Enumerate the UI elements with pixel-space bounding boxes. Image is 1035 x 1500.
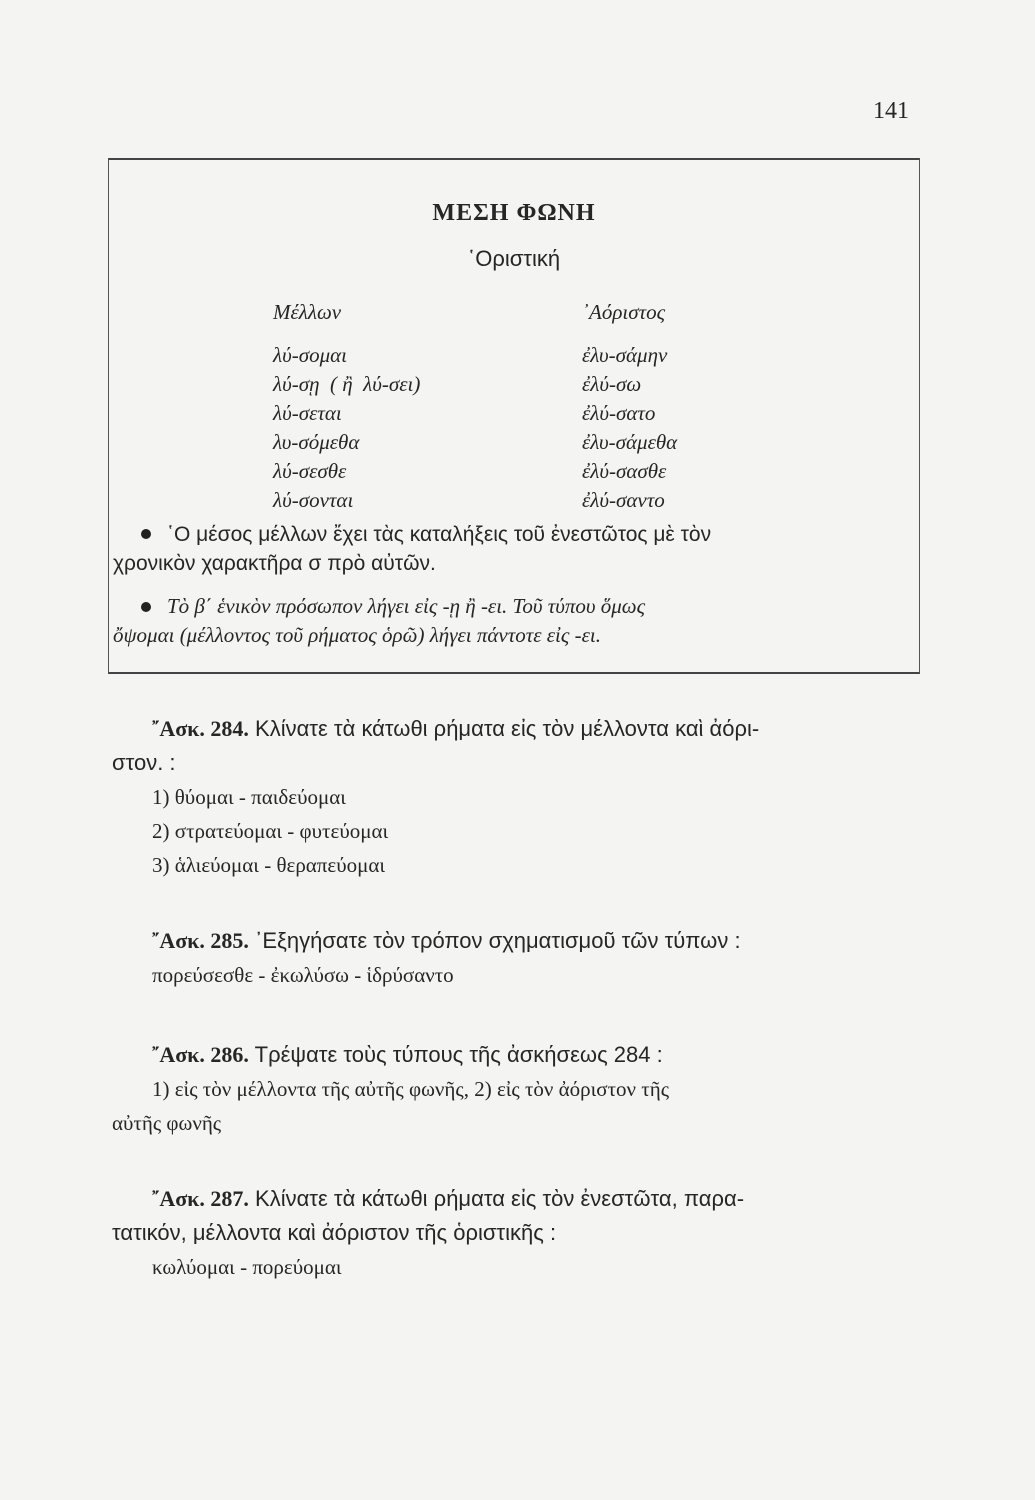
- exercise-text: Κλίνατε τὰ κάτωθι ρήματα εἰς τὸν ἐνεστῶτα, παρα-: [255, 1186, 745, 1211]
- exercise-label: ῎Ασκ. 286.: [152, 1042, 249, 1067]
- future-column: [273, 298, 420, 515]
- future-row: λύ-σομαι: [273, 343, 347, 367]
- aorist-column: [582, 298, 677, 515]
- exercise-287: [112, 1182, 922, 1284]
- exercise-label: ῎Ασκ. 287.: [152, 1186, 249, 1211]
- note2-line2: ὄψομαι (μέλλοντος τοῦ ρήματος ὁρῶ) λήγει πάντοτε εἰς -ει.: [113, 623, 602, 647]
- aorist-row: ἐλυ-σάμεθα: [582, 430, 678, 454]
- exercise-285: [112, 924, 922, 992]
- exercise-label: ῎Ασκ. 284.: [152, 716, 249, 741]
- aorist-row: ἐλυ-σάμην: [582, 343, 668, 367]
- box-subtitle: ῾Οριστική: [467, 246, 561, 271]
- aorist-row: ἐλύ-σαντο: [582, 488, 665, 512]
- exercise-item: 1) θύομαι - παιδεύομαι: [152, 785, 346, 809]
- exercise-item: 1) εἰς τὸν μέλλοντα τῆς αὐτῆς φωνῆς, 2) εἰς τὸν ἀόριστον τῆς: [152, 1077, 670, 1101]
- exercise-text: τατικόν, μέλλοντα καὶ ἀόριστον τῆς ὁριστικῆς :: [112, 1220, 557, 1245]
- aorist-header: ᾿Αόριστος: [582, 300, 666, 324]
- note-second-person: [109, 592, 889, 650]
- exercise-text: Κλίνατε τὰ κάτωθι ρήματα εἰς τὸν μέλλοντα καὶ ἀόρι-: [255, 716, 760, 741]
- exercise-label: ῎Ασκ. 285.: [152, 928, 249, 953]
- box-title: ΜΕΣΗ ΦΩΝΗ: [432, 200, 596, 226]
- aorist-row: ἐλύ-σατο: [582, 401, 656, 425]
- exercise-item: 3) ἁλιεύομαι - θεραπεύομαι: [152, 853, 386, 877]
- exercise-284: [112, 712, 922, 882]
- page-number: 141: [873, 98, 909, 124]
- bullet-icon: [141, 529, 151, 539]
- conjugation-box: [108, 158, 920, 674]
- future-row: λύ-σῃ ( ἢ λύ-σει): [273, 372, 421, 396]
- note2-line1: Τὸ β΄ ἑνικὸν πρόσωπον λήγει εἰς -ῃ ἢ -ει. Τοῦ τύπου ὅμως: [167, 594, 646, 618]
- future-row: λύ-σεται: [273, 401, 342, 425]
- note1-line1: ῾Ο μέσος μέλλων ἔχει τὰς καταλήξεις τοῦ ἐνεστῶτος μὲ τὸν: [167, 523, 712, 546]
- exercise-text: στον. :: [112, 750, 176, 775]
- aorist-row: ἐλύ-σω: [582, 372, 642, 396]
- note1-line2: χρονικὸν χαρακτῆρα σ πρὸ αὐτῶν.: [113, 552, 436, 575]
- exercise-item: αὐτῆς φωνῆς: [112, 1111, 222, 1135]
- future-row: λύ-σεσθε: [273, 459, 347, 483]
- aorist-row: ἐλύ-σασθε: [582, 459, 667, 483]
- future-row: λύ-σονται: [273, 488, 354, 512]
- exercise-286: [112, 1038, 922, 1140]
- exercise-item: 2) στρατεύομαι - φυτεύομαι: [152, 819, 389, 843]
- note-future-endings: [109, 520, 889, 578]
- exercise-item: πορεύσεσθε - ἐκωλύσω - ἱδρύσαντο: [152, 963, 454, 987]
- exercise-item: κωλύομαι - πορεύομαι: [152, 1255, 342, 1279]
- exercise-text: ᾿Εξηγήσατε τὸν τρόπον σχηματισμοῦ τῶν τύπων :: [255, 928, 741, 953]
- future-row: λυ-σόμεθα: [273, 430, 360, 454]
- exercise-text: Τρέψατε τοὺς τύπους τῆς ἀσκήσεως 284 :: [254, 1042, 663, 1067]
- future-header: Μέλλων: [273, 300, 342, 324]
- bullet-icon: [141, 602, 151, 612]
